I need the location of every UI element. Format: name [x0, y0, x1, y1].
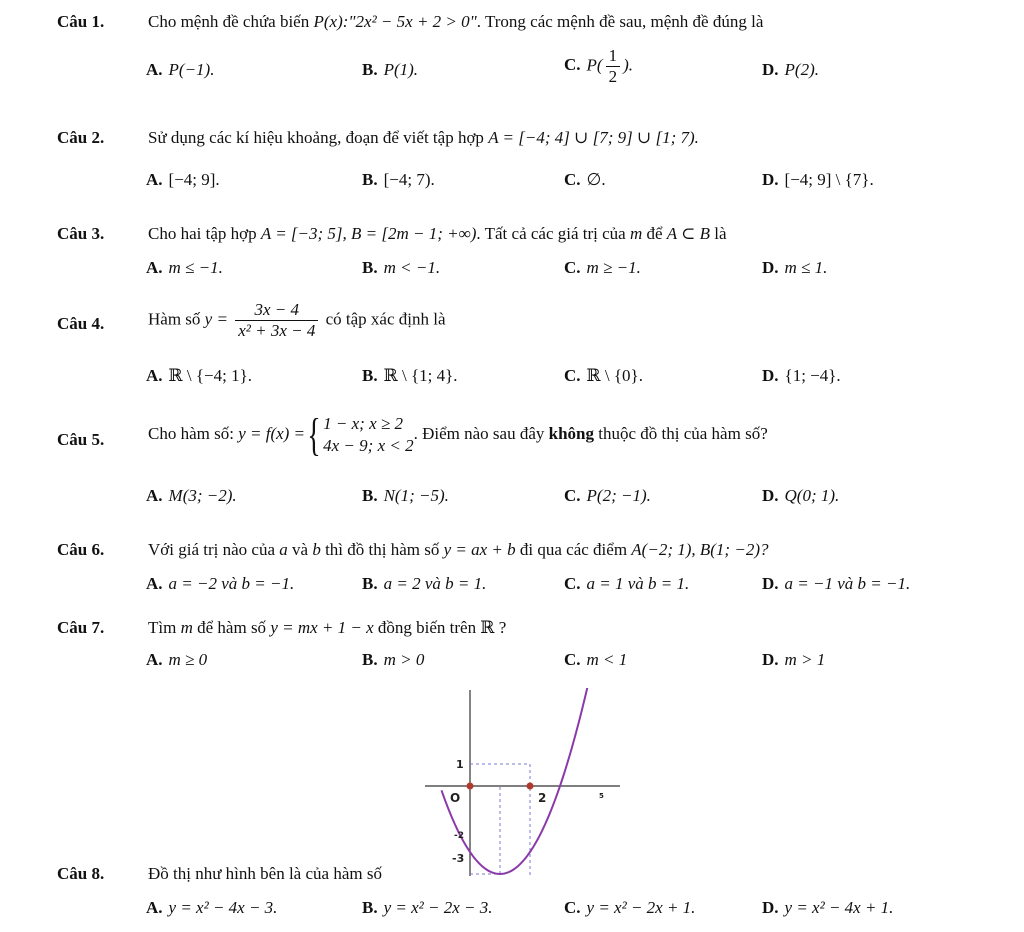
tick-label-ym2: -2 — [454, 831, 464, 841]
marked-point-0 — [467, 783, 474, 790]
tick-label-y1: 1 — [456, 758, 464, 771]
option-b[interactable]: B. N(1; −5). — [362, 486, 449, 505]
option-d[interactable]: D. [−4; 9] \ {7}. — [762, 170, 874, 189]
question-label: Câu 4. — [57, 314, 105, 333]
option-c[interactable]: C. P( $\frac{1}{2}$ ). — [564, 46, 633, 86]
option-a[interactable]: A. ℝ \ {−4; 1}. — [146, 366, 253, 385]
option-a[interactable]: A. m ≥ 0 — [146, 650, 208, 669]
question-stem: Cho hàm số: y = f(x) ={ 1 − x; x ≥ 2 4x − 9; x < 2 . Điểm nào sau đây không thuộc đồ thị của hàm số? — [148, 409, 768, 460]
tick-label-origin: O — [450, 791, 461, 805]
brace-icon: { — [307, 409, 321, 460]
option-a[interactable]: A. [−4; 9]. — [146, 170, 220, 189]
graph-axes — [425, 690, 620, 876]
option-a[interactable]: A. P(−1). — [146, 60, 215, 79]
question-label: Câu 3. — [57, 224, 105, 243]
question-stem: Với giá trị nào của a và b thì đồ thị hàm số y = ax + b đi qua các điểm A(−2; 1), B(1; −2)? — [148, 540, 769, 559]
option-b[interactable]: B. [−4; 7). — [362, 170, 435, 189]
option-b[interactable]: B. m > 0 — [362, 650, 425, 669]
option-d[interactable]: D. m ≤ 1. — [762, 258, 828, 277]
question-label: Câu 2. — [57, 128, 105, 147]
question-label: Câu 6. — [57, 540, 105, 559]
option-a[interactable]: A. a = −2 và b = −1. — [146, 574, 295, 593]
option-a[interactable]: A. m ≤ −1. — [146, 258, 223, 277]
question-stem: Sử dụng các kí hiệu khoảng, đoạn để viết tập hợp A = [−4; 4] ∪ [7; 9] ∪ [1; 7). — [148, 128, 699, 147]
option-a[interactable]: A. y = x² − 4x − 3. — [146, 898, 278, 917]
option-d[interactable]: D. P(2). — [762, 60, 819, 79]
dashed-guides — [470, 764, 530, 878]
question-label: Câu 7. — [57, 618, 105, 637]
option-c[interactable]: C. ∅. — [564, 170, 606, 189]
option-c[interactable]: C. m ≥ −1. — [564, 258, 641, 277]
question-stem: Tìm m để hàm số y = mx + 1 − x đồng biến trên ℝ ? — [148, 618, 507, 637]
tick-label-x2: 2 — [538, 791, 547, 805]
parabola-graph — [425, 688, 625, 878]
option-c[interactable]: C. ℝ \ {0}. — [564, 366, 643, 385]
option-b[interactable]: B. m < −1. — [362, 258, 441, 277]
option-d[interactable]: D. {1; −4}. — [762, 366, 841, 385]
question-stem: Cho hai tập hợp A = [−3; 5], B = [2m − 1; +∞). Tất cả các giá trị của m để A ⊂ B là — [148, 224, 727, 243]
option-c[interactable]: C. m < 1 — [564, 650, 628, 669]
question-stem: Cho mệnh đề chứa biến P(x):"2x² − 5x + 2 > 0". Trong các mệnh đề sau, mệnh đề đúng là — [148, 12, 764, 31]
option-b[interactable]: B. P(1). — [362, 60, 419, 79]
option-c[interactable]: C. a = 1 và b = 1. — [564, 574, 690, 593]
question-label: Câu 5. — [57, 430, 105, 449]
option-b[interactable]: B. ℝ \ {1; 4}. — [362, 366, 458, 385]
marked-point-1 — [527, 783, 534, 790]
option-c[interactable]: C. y = x² − 2x + 1. — [564, 898, 696, 917]
question-label: Câu 8. — [57, 864, 105, 883]
option-c[interactable]: C. P(2; −1). — [564, 486, 651, 505]
question-stem: Hàm số y = $\frac{3x - 4}{\text{x² + 3x − 4}}$ có tập xác định là — [148, 300, 446, 340]
option-b[interactable]: B. a = 2 và b = 1. — [362, 574, 487, 593]
option-d[interactable]: D. a = −1 và b = −1. — [762, 574, 911, 593]
tick-label-ym3: -3 — [452, 852, 465, 865]
question-label: Câu 1. — [57, 12, 105, 31]
tick-label-x5: 5 — [599, 792, 604, 800]
tick-labels — [450, 758, 604, 865]
option-d[interactable]: D. y = x² − 4x + 1. — [762, 898, 894, 917]
option-d[interactable]: D. m > 1 — [762, 650, 826, 669]
option-a[interactable]: A. M(3; −2). — [146, 486, 237, 505]
option-b[interactable]: B. y = x² − 2x − 3. — [362, 898, 493, 917]
parabola-curve — [442, 688, 589, 874]
option-d[interactable]: D. Q(0; 1). — [762, 486, 840, 505]
question-stem: Đồ thị như hình bên là của hàm số — [148, 864, 382, 883]
